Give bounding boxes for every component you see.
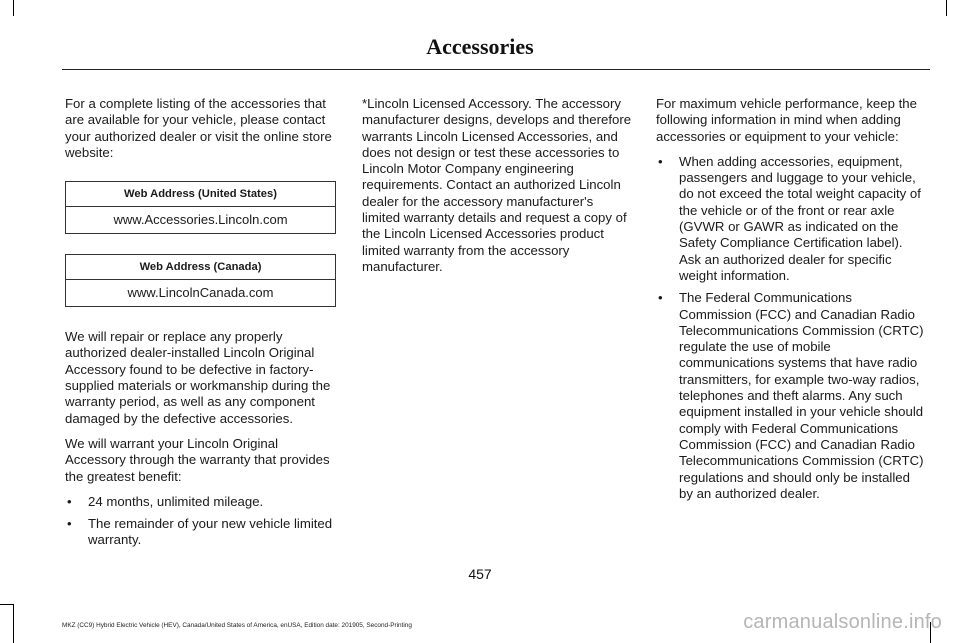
performance-intro-paragraph: For maximum vehicle performance, keep the following information in mind when adding accessories or equipment to your vehicle: (656, 96, 917, 144)
licensed-accessory-paragraph: *Lincoln Licensed Accessory. The accessory manufacturer designs, develops and therefore warrants Lincoln Licensed Accessories, and does not design or test these accessories to Lincoln Motor Company engineering requirements. Contact an authorized Lincoln dealer for the accessory manufacturer's limited warranty details and request a copy of the Lincoln Licensed Accessories product limited warranty from the accessory manufacturer. (362, 96, 632, 274)
web-address-canada-value[interactable]: www.LincolnCanada.com (127, 285, 274, 301)
edition-footer: MKZ (CC9) Hybrid Electric Vehicle (HEV), Canada/United States of America, enUSA, Edition date: 201905, Second-Printing (62, 622, 412, 629)
header-rule (62, 69, 930, 70)
web-address-canada-header: Web Address (Canada) (66, 255, 335, 280)
list-item: • The remainder of your new vehicle limited warranty. (65, 516, 335, 549)
list-item: • The Federal Communications Commission (FCC) and Canadian Radio Telecommunications Commission (CRTC) regulate the use of mobile communications systems that have radio transmitters, for example two-way radios, telephones and theft alarms. Any such equipment installed in your vehicle should comply with Federal Communications Commission (FCC) and Canadian Radio Telecommunications Commission (CRTC) regulations and should only be installed by an authorized dealer. (656, 290, 926, 502)
page-number: 457 (468, 566, 492, 582)
crop-mark-bottom-left-v (13, 604, 14, 643)
crop-mark-top-right (946, 0, 947, 16)
crop-mark-bottom-left-h (0, 604, 13, 605)
web-address-us-table (65, 181, 336, 234)
web-address-us-header: Web Address (United States) (66, 182, 335, 207)
column-middle (362, 96, 632, 284)
warranty-list (65, 494, 335, 549)
warrant-paragraph: We will warrant your Lincoln Original Accessory through the warranty that provides the greatest benefit: (65, 435, 330, 484)
performance-list (656, 154, 926, 502)
web-address-canada-table (65, 254, 336, 307)
list-item: • 24 months, unlimited mileage. (65, 494, 335, 510)
intro-paragraph: For a complete listing of the accessories that are available for your vehicle, please contact your authorized dealer or visit the online store website: (65, 96, 332, 160)
web-address-us-value[interactable]: www.Accessories.Lincoln.com (113, 212, 288, 228)
crop-mark-top-left (13, 0, 14, 16)
repair-paragraph: We will repair or replace any properly authorized dealer-installed Lincoln Original Accessory found to be defective in factory-supplied materials or workmanship during the warranty period, as well as any component damaged by the defective accessories. (65, 329, 331, 426)
column-left (65, 96, 335, 557)
page-title: Accessories (426, 34, 534, 59)
watermark: carmanualsonline.info (743, 611, 942, 633)
list-item: • When adding accessories, equipment, passengers and luggage to your vehicle, do not exceed the total weight capacity of the vehicle or of the front or rear axle (GVWR or GAWR as indicated on the Safety Compliance Certification label). Ask an authorized dealer for specific weight information. (656, 154, 926, 284)
column-right (656, 96, 926, 510)
